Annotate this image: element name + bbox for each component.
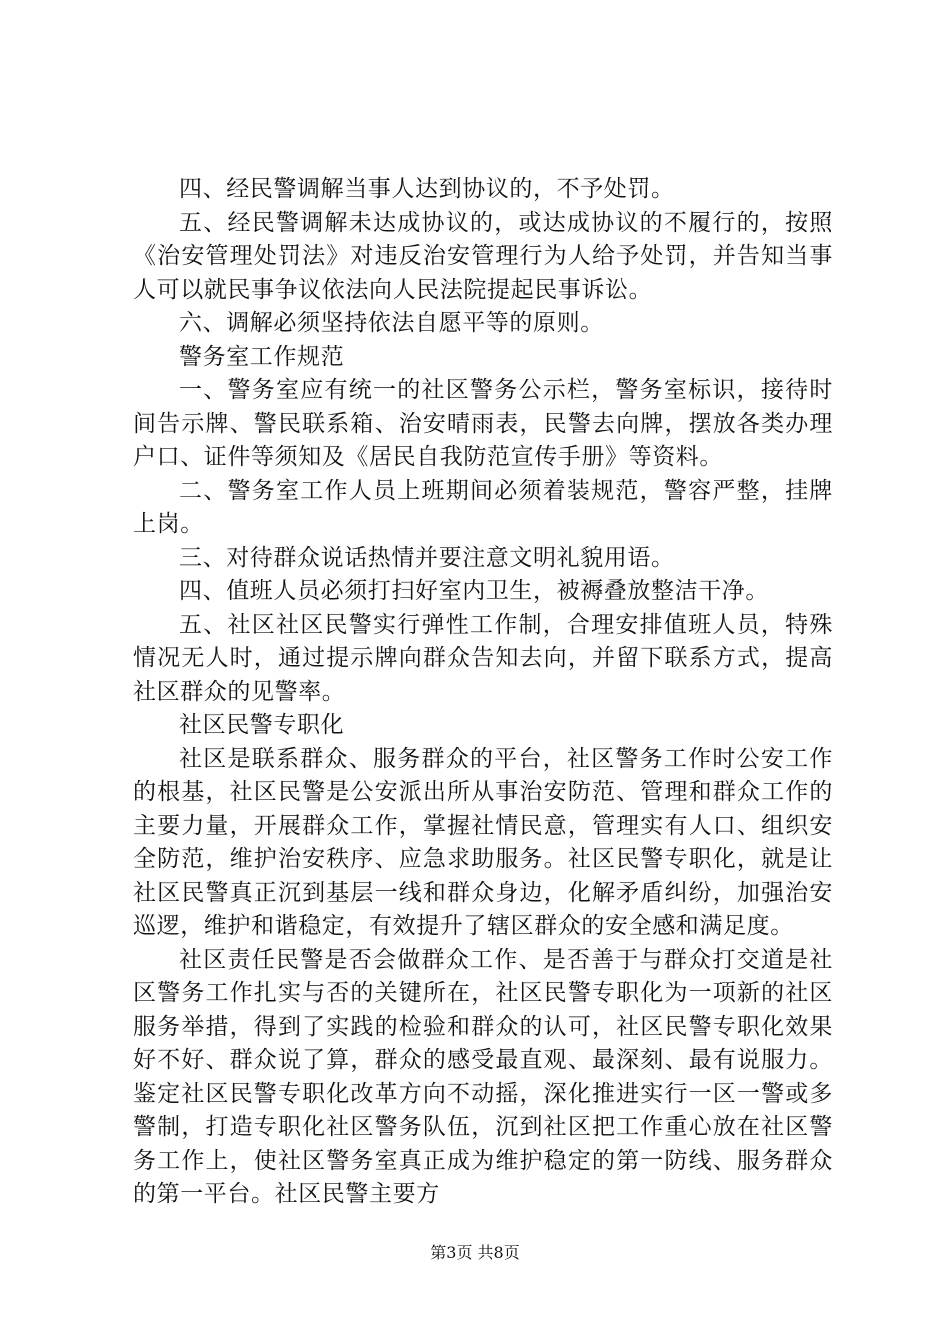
paragraph-mediation-principle: 六、调解必须坚持依法自愿平等的原则。 bbox=[179, 310, 604, 336]
paragraph-community-responsibility: 社区责任民警是否会做群众工作、是否善于与群众打交道是社区警务工作扎实与否的关键所在，社区民警专职化为一项新的社区服务举措，得到了实践的检验和群众的认可，社区民警专职化效果好不好、群众说了算，群众的感受最直观、最深刻、最有说服力。鉴定社区民警专职化改革方向不动摇，深化推进实行一区一警或多警制，打造专职化社区警务队伍，沉到社区把工作重心放在社区警务工作上，使社区警务室真正成为维护稳定的第一防线、服务群众的第一平台。社区民警主要方 bbox=[133, 946, 833, 1207]
section-heading-police-office-rules: 警务室工作规范 bbox=[179, 343, 345, 370]
paragraph-rule-1: 一、警务室应有统一的社区警务公示栏，警务室标识，接待时间告示牌、警民联系箱、治安晴雨表，民警去向牌，摆放各类办理户口、证件等须知及《居民自我防范宣传手册》等资料。 bbox=[133, 377, 833, 470]
paragraph-rule-3: 三、对待群众说话热情并要注意文明礼貌用语。 bbox=[179, 544, 675, 571]
paragraph-community-platform: 社区是联系群众、服务群众的平台，社区警务工作时公安工作的根基，社区民警是公安派出所从事治安防范、管理和群众工作的主要力量，开展群众工作，掌握社情民意，管理实有人口、组织安全防范，维护治安秩序、应急求助服务。社区民警专职化，就是让社区民警真正沉到基层一线和群众身边，化解矛盾纠纷，加强治安巡逻，维护和谐稳定，有效提升了辖区群众的安全感和满足度。 bbox=[133, 745, 833, 939]
document-body bbox=[133, 173, 833, 1212]
paragraph-mediation-agreement: 四、经民警调解当事人达到协议的，不予处罚。 bbox=[179, 176, 675, 202]
paragraph-rule-4: 四、值班人员必须打扫好室内卫生，被褥叠放整洁干净。 bbox=[179, 578, 769, 604]
section-heading-community-police: 社区民警专职化 bbox=[179, 712, 345, 738]
paragraph-rule-5: 五、社区社区民警实行弹性工作制，合理安排值班人员，特殊情况无人时，通过提示牌向群众告知去向，并留下联系方式，提高社区群众的见警率。 bbox=[133, 611, 833, 705]
page-number-footer: 第3页 共8页 bbox=[430, 1243, 520, 1262]
paragraph-rule-2: 二、警务室工作人员上班期间必须着装规范，警容严整，挂牌上岗。 bbox=[133, 477, 833, 537]
paragraph-mediation-failure: 五、经民警调解未达成协议的，或达成协议的不履行的，按照《治安管理处罚法》对违反治安管理行为人给予处罚，并告知当事人可以就民事争议依法向人民法院提起民事诉讼。 bbox=[133, 209, 833, 303]
